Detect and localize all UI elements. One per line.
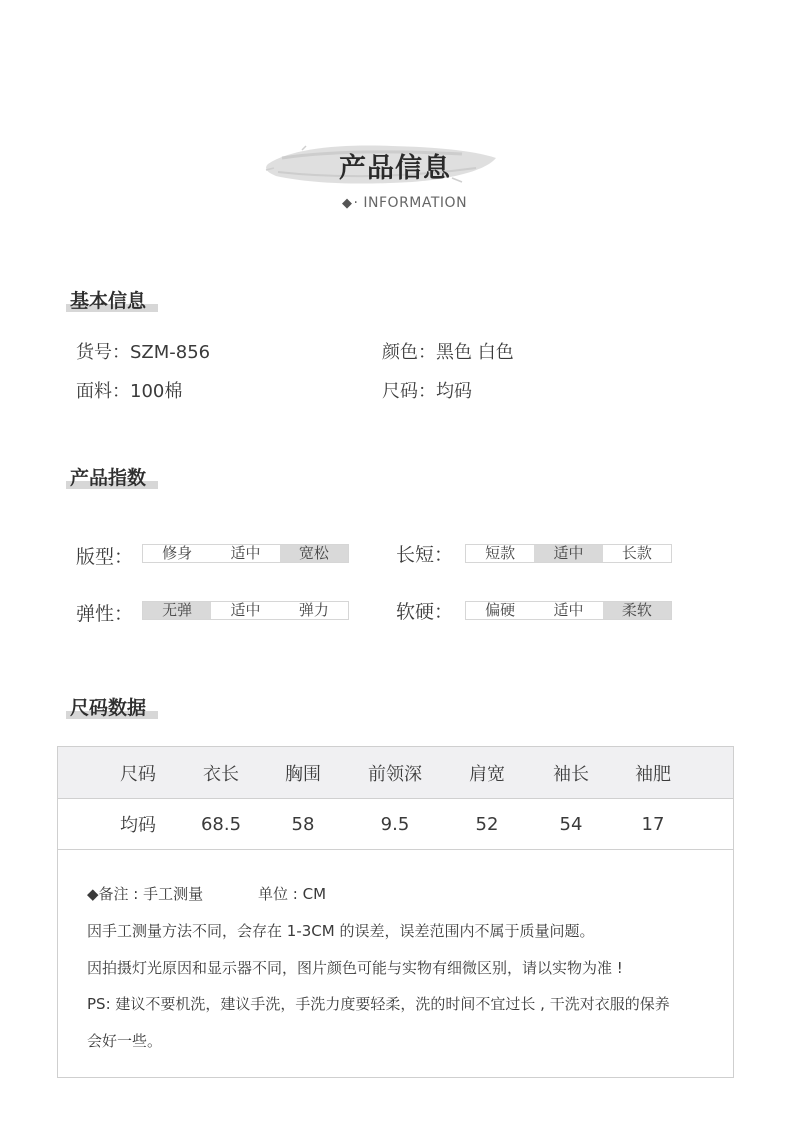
index-option-selected: 适中: [534, 545, 602, 562]
index-label-length: 长短：: [396, 544, 454, 566]
subtitle-text: · INFORMATION: [353, 195, 468, 211]
table-header-cell: 袖肥: [635, 763, 671, 785]
note-line: 因拍摄灯光原因和显示器不同，图片颜色可能与实物有细微区别，请以实物为准 !: [87, 959, 623, 977]
index-label-fit: 版型：: [76, 546, 134, 568]
index-label-softness: 软硬：: [396, 601, 454, 623]
section-heading-text: 基本信息: [70, 290, 147, 312]
index-option: 修身: [162, 544, 193, 562]
table-cell: 54: [559, 813, 583, 835]
table-cell: 58: [291, 813, 315, 835]
section-heading-text: 尺码数据: [70, 697, 147, 719]
table-header-row: [58, 747, 733, 799]
size-table: [57, 746, 734, 1078]
index-option: 长款: [621, 544, 652, 562]
fabric-info: 面料：100棉: [76, 381, 183, 402]
table-cell: 均码: [120, 815, 156, 836]
index-option-selected: 柔软: [603, 602, 671, 619]
color-info: 颜色：黑色 白色: [382, 342, 514, 363]
table-cell: 68.5: [200, 813, 242, 835]
table-header-cell: 袖长: [553, 763, 589, 785]
index-option: 适中: [230, 601, 261, 619]
item-number: 货号：SZM-856: [76, 342, 211, 363]
size-info: 尺码：均码: [382, 381, 472, 402]
note-line: 会好一些。: [87, 1032, 163, 1050]
index-scale-fit: [142, 544, 349, 563]
diamond-icon: ◆: [342, 196, 353, 211]
index-scale-length: [465, 544, 672, 563]
table-cell: 9.5: [380, 813, 410, 835]
index-option: 短款: [485, 544, 516, 562]
index-option-selected: 无弹: [143, 602, 211, 619]
note-unit: 单位 : CM: [258, 885, 327, 903]
index-option: 偏硬: [485, 601, 516, 619]
index-option: 适中: [230, 544, 261, 562]
table-cell: 52: [475, 813, 499, 835]
table-header-cell: 肩宽: [469, 763, 505, 785]
index-option: 适中: [553, 601, 584, 619]
table-header-cell: 前领深: [368, 763, 422, 785]
note-line: 因手工测量方法不同，会存在 1-3CM 的误差，误差范围内不属于质量问题。: [87, 922, 595, 940]
index-option-selected: 宽松: [280, 545, 348, 562]
page-subtitle: [342, 195, 467, 211]
note-remark: ◆备注 : 手工测量: [87, 885, 204, 903]
table-header-cell: 衣长: [203, 763, 239, 785]
index-option: 弹力: [298, 601, 329, 619]
index-scale-softness: [465, 601, 672, 620]
index-label-elasticity: 弹性：: [76, 603, 134, 625]
page-title: 产品信息: [339, 153, 451, 184]
table-header-cell: 胸围: [285, 763, 321, 785]
table-cell: 17: [641, 813, 665, 835]
table-row: [58, 799, 733, 850]
table-header-cell: 尺码: [120, 763, 156, 785]
note-line: PS: 建议不要机洗，建议手洗，手洗力度要轻柔，洗的时间不宜过长 , 干洗对衣服的保养: [87, 995, 670, 1013]
section-heading-text: 产品指数: [70, 467, 147, 489]
index-scale-elasticity: [142, 601, 349, 620]
